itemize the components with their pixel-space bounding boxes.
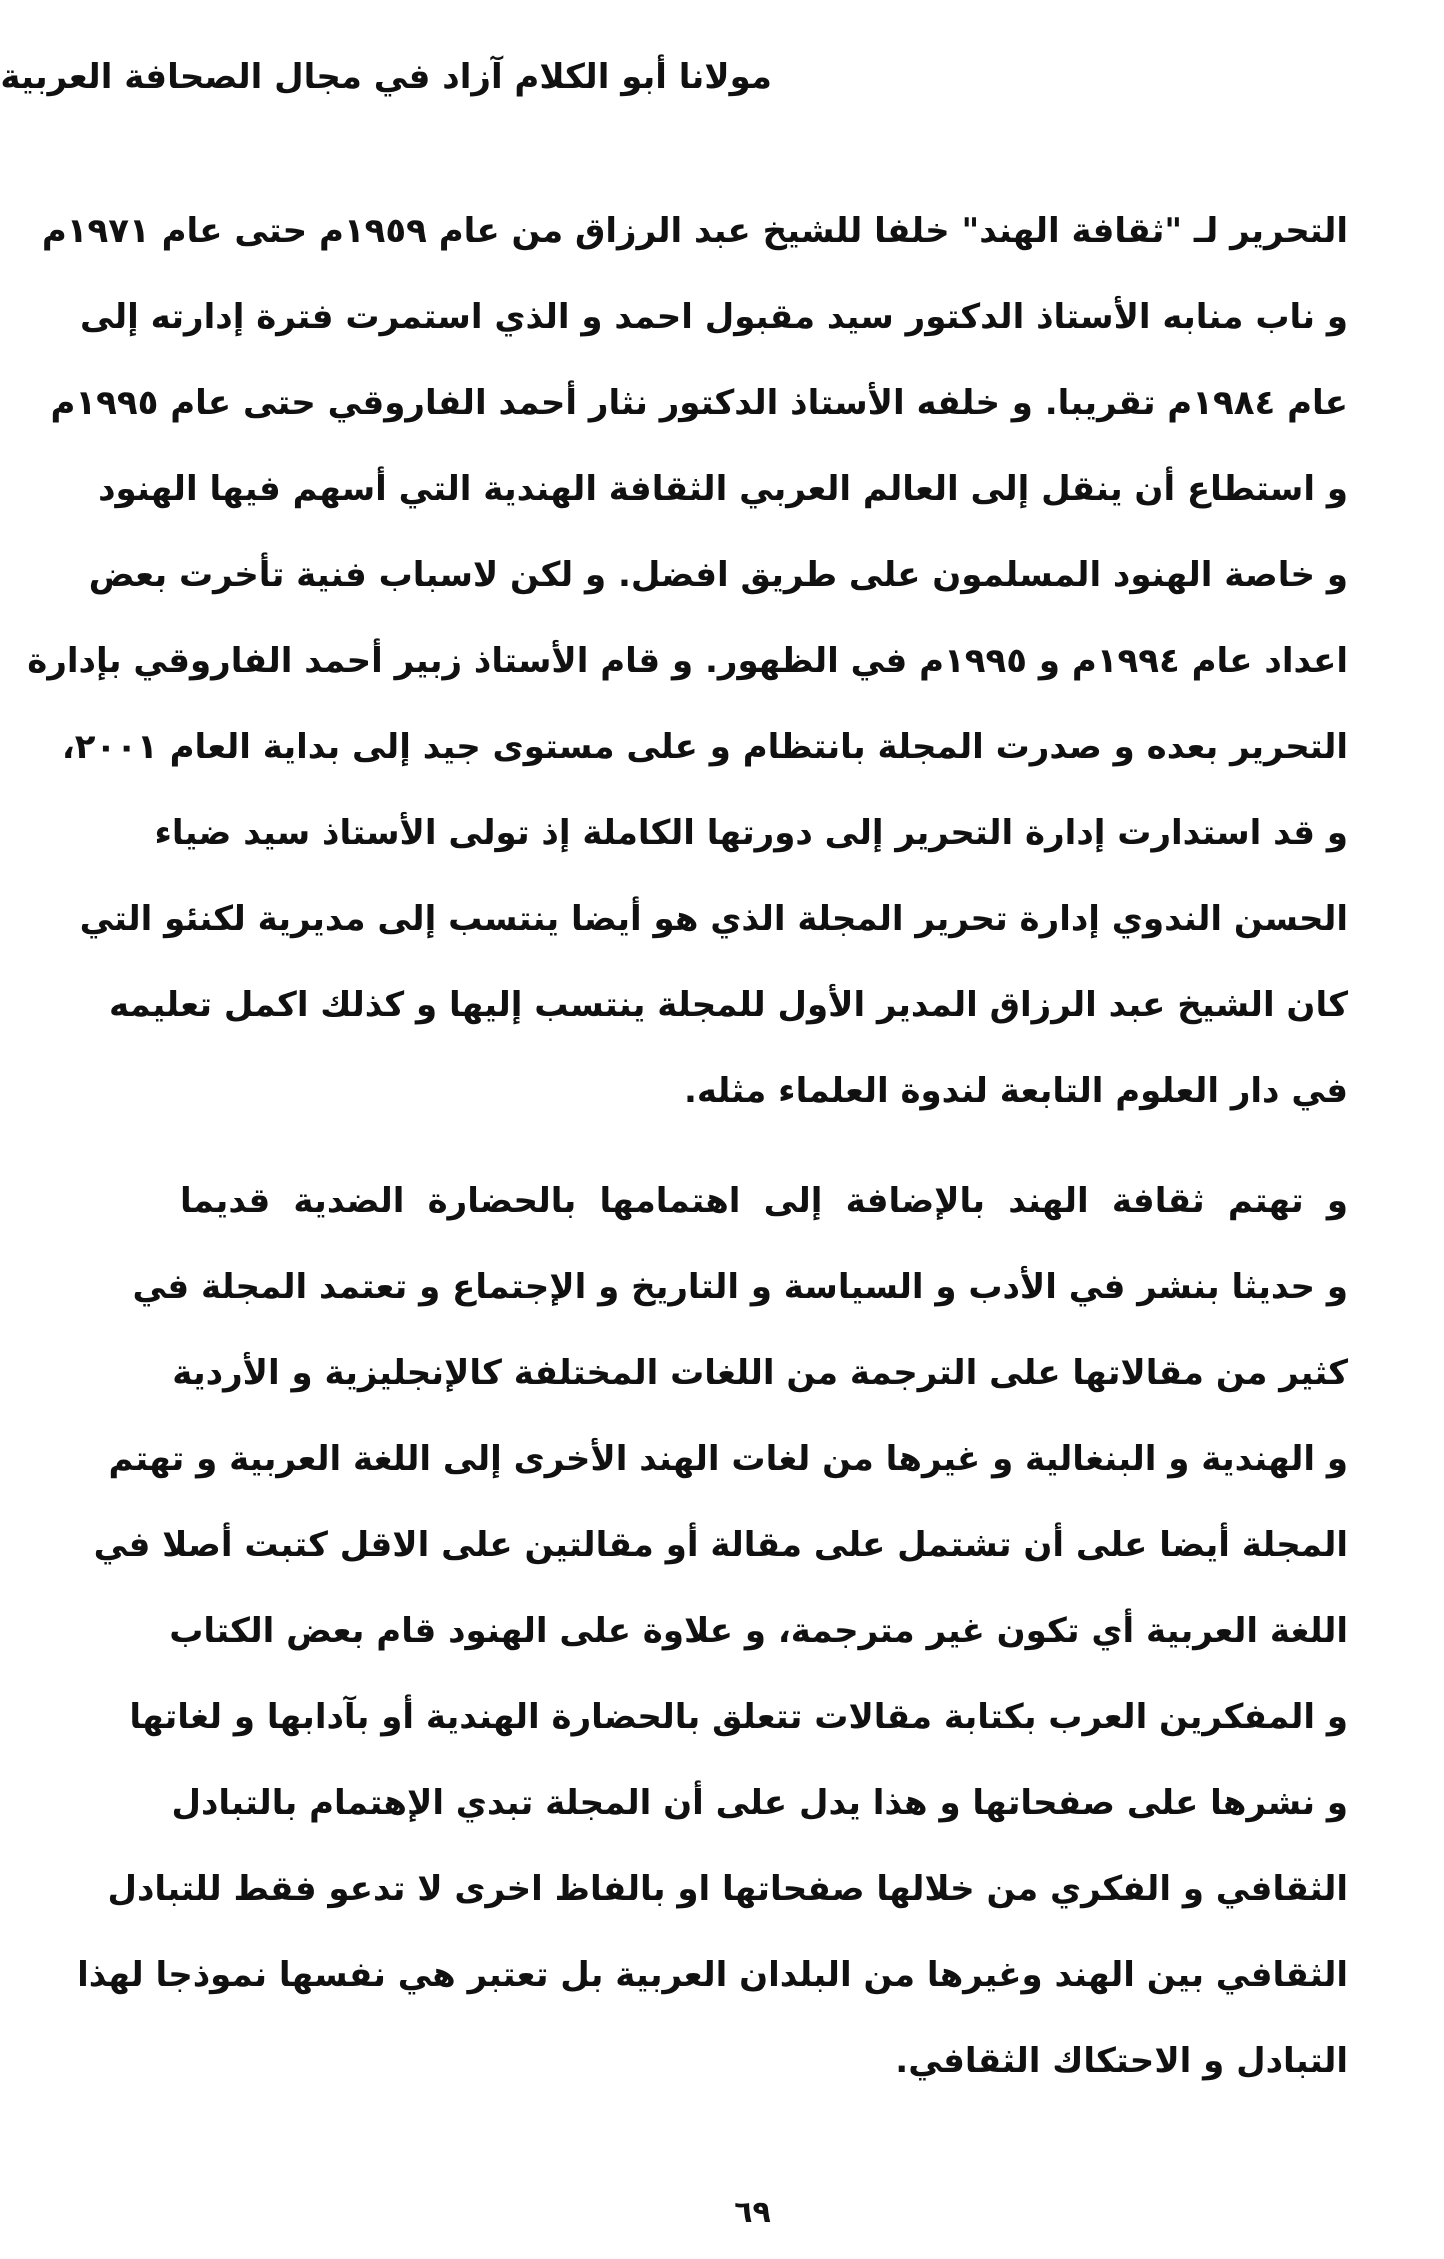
text-line: كثير من مقالاتها على الترجمة من اللغات المختلفة كالإنجليزية و الأردية xyxy=(172,1353,1348,1393)
text-line: و حديثا بنشر في الأدب و السياسة و التاريخ و الإجتماع و تعتمد المجلة في xyxy=(132,1267,1348,1307)
paragraph-2 xyxy=(77,1158,1348,2104)
text-line: التحرير لـ "ثقافة الهند" خلفا للشيخ عبد الرزاق من عام ١٩٥٩م حتى عام ١٩٧١م xyxy=(41,211,1348,251)
page-number: ٦٩ xyxy=(734,2195,771,2230)
text-line: المجلة أيضا على أن تشتمل على مقالة أو مقالتين على الاقل كتبت أصلا في xyxy=(93,1525,1348,1565)
text-line: و المفكرين العرب بكتابة مقالات تتعلق بالحضارة الهندية أو بآدابها و لغاتها xyxy=(129,1697,1348,1737)
text-line: عام ١٩٨٤م تقريبا. و خلفه الأستاذ الدكتور نثار أحمد الفاروقي حتى عام ١٩٩٥م xyxy=(50,383,1348,423)
text-line: و الهندية و البنغالية و غيرها من لغات الهند الأخرى إلى اللغة العربية و تهتم xyxy=(108,1439,1348,1479)
text-line: و ناب منابه الأستاذ الدكتور سيد مقبول احمد و الذي استمرت فترة إدارته إلى xyxy=(80,297,1348,337)
text-line: التبادل و الاحتكاك الثقافي. xyxy=(895,2041,1348,2081)
text-line: الحسن الندوي إدارة تحرير المجلة الذي هو أيضا ينتسب إلى مديرية لكنئو التي xyxy=(79,899,1348,939)
text-line: و استطاع أن ينقل إلى العالم العربي الثقافة الهندية التي أسهم فيها الهنود xyxy=(98,469,1348,509)
text-line: و خاصة الهنود المسلمون على طريق افضل. و لكن لاسباب فنية تأخرت بعض xyxy=(88,555,1348,595)
text-line: و نشرها على صفحاتها و هذا يدل على أن المجلة تبدي الإهتمام بالتبادل xyxy=(171,1783,1348,1823)
text-line: اللغة العربية أي تكون غير مترجمة، و علاوة على الهنود قام بعض الكتاب xyxy=(169,1611,1348,1651)
text-line: الثقافي بين الهند وغيرها من البلدان العربية بل تعتبر هي نفسها نموذجا لهذا xyxy=(77,1955,1348,1995)
running-header: مولانا أبو الكلام آزاد في مجال الصحافة العربية xyxy=(0,57,772,97)
text-line: الثقافي و الفكري من خلالها صفحاتها او بالفاظ اخرى لا تدعو فقط للتبادل xyxy=(107,1869,1348,1909)
text-line: في دار العلوم التابعة لندوة العلماء مثله. xyxy=(684,1071,1348,1111)
text-line: و قد استدارت إدارة التحرير إلى دورتها الكاملة إذ تولى الأستاذ سيد ضياء xyxy=(154,813,1348,853)
text-line: كان الشيخ عبد الرزاق المدير الأول للمجلة ينتسب إليها و كذلك اكمل تعليمه xyxy=(108,985,1348,1025)
text-line: اعداد عام ١٩٩٤م و ١٩٩٥م في الظهور. و قام الأستاذ زبير أحمد الفاروقي بإدارة xyxy=(27,641,1348,681)
text-line: التحرير بعده و صدرت المجلة بانتظام و على مستوى جيد إلى بداية العام ٢٠٠١، xyxy=(61,727,1348,767)
text-line: و تهتم ثقافة الهند بالإضافة إلى اهتمامها بالحضارة الضدية قديما xyxy=(180,1181,1348,1221)
paragraph-1 xyxy=(27,188,1348,1134)
